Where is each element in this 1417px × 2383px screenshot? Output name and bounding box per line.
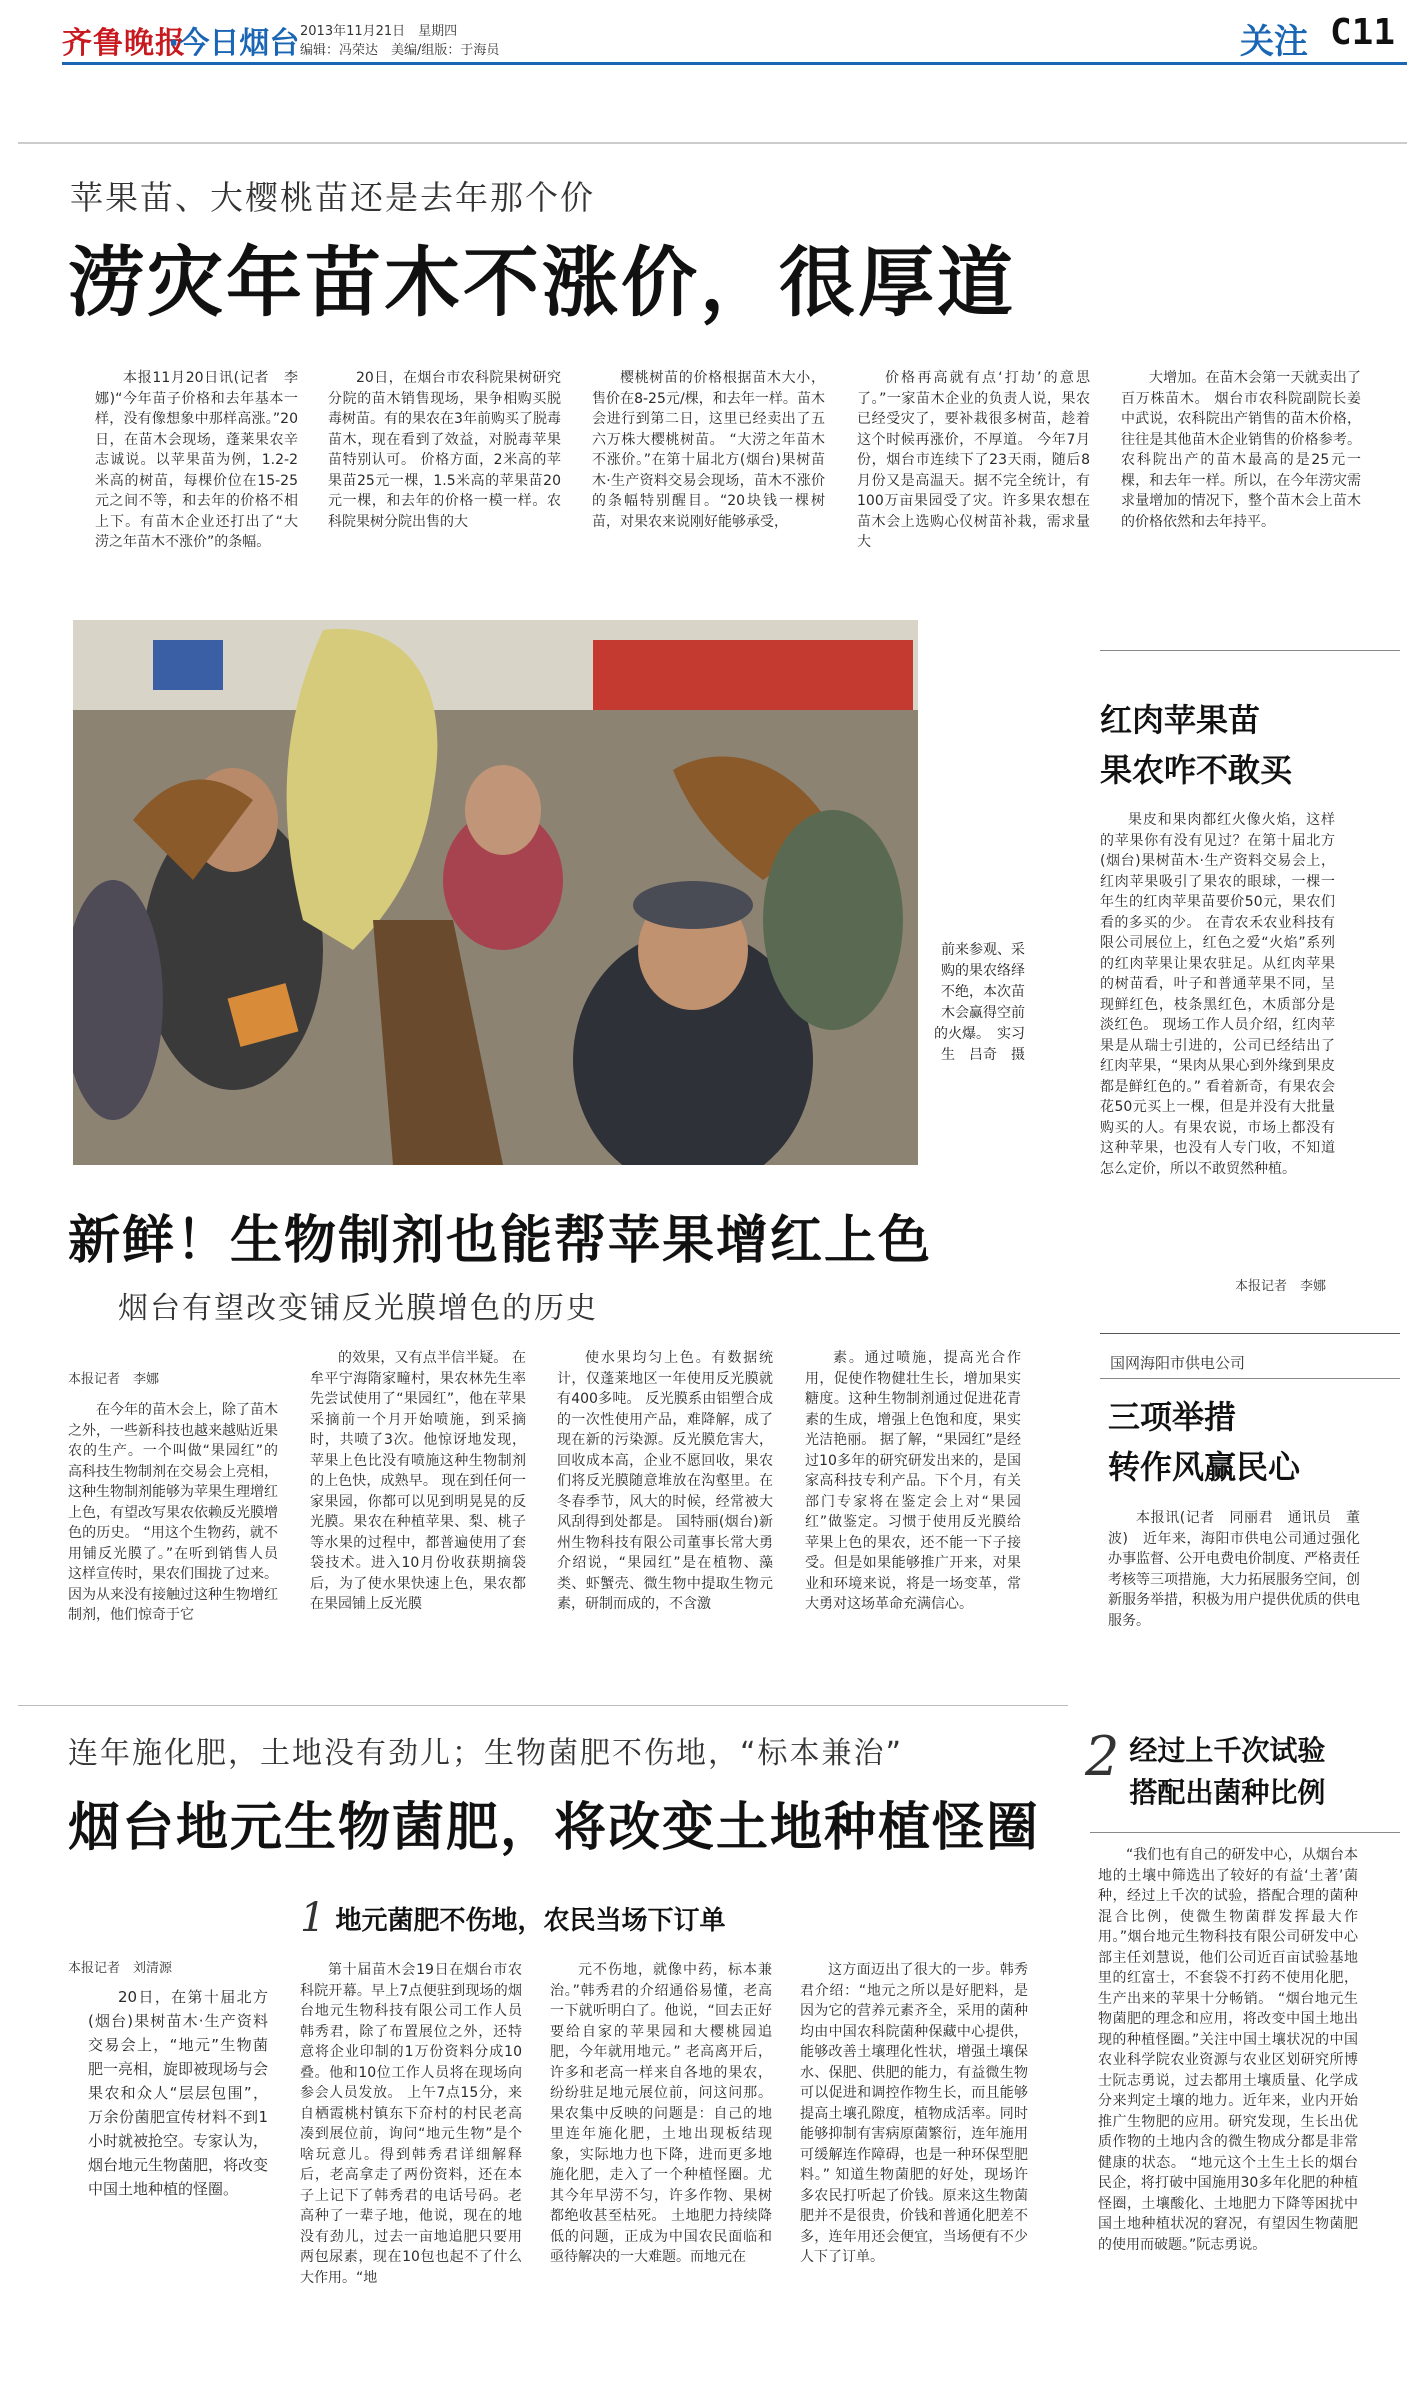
article3-headline: 烟台地元生物菌肥，将改变土地种植怪圈 <box>68 1798 1041 1858</box>
issue-date: 2013年11月21日 星期四 <box>300 24 458 39</box>
article3-col3: 元不伤地，就像中药，标本兼治。”韩秀君的介绍通俗易懂，老高一下就听明白了。他说，“回去正好要给自家的苹果园和大樱桃园追肥，今年就用地元。” 老高离开后，许多和老高一样来自各地的果农，纷纷驻足地元展位前，问这问那。果农集中反映的问题是：自己的地里连年施化肥，土地出现板结现象，实际地力也下降，进而更多地施化肥，走入了一个种植怪圈。尤其今年早涝不匀，许多作物、果树都绝收甚至枯死。 土地肥力持续降低的问题，正成为中国农民面临和亟待解决的一大难题。而地元在 <box>550 1962 772 2265</box>
header-rule <box>62 62 1407 65</box>
sidebar3-body: “我们也有自己的研发中心，从烟台本地的土壤中筛选出了较好的有益‘土著’菌种，经过上千次的试验，搭配合理的菌种混合比例，使微生物菌群发挥最大作用。”烟台地元生物科技有限公司研发中心部主任刘慧说，他们公司近百亩试验基地里的红富士，不套袋不打药不使用化肥，生产出来的苹果十分畅销。 “烟台地元生物菌肥的理念和应用，将改变中国土地出现的种植怪圈。”关注中国土壤状况的中国农业科学院农业资源与农业区划研究所博士阮志勇说，过去都用土壤质量、化学成分来判定土壤的地力。近年来，业内开始推广生物肥的应用。研究发现，生长出优质作物的土地内含的微生物成分都是非常健康的状态。 “地元这个土生土长的烟台民企，将打破中国施用30多年化肥的种植怪圈，土壤酸化、土地肥力下降等困扰中国土地种植状况的窘况，有望因生物菌肥的使用而破题。”阮志勇说。 <box>1098 1847 1358 2253</box>
article3-byline: 本报记者 刘清源 <box>68 1961 173 1976</box>
article1-col3: 樱桃树苗的价格根据苗木大小，售价在8-25元/棵，和去年一样。苗木会进行到第二日，这里已经卖出了五六万株大樱桃树苗。 “大涝之年苗木不涨价。”在第十届北方(烟台)果树苗木·生产资料交易会现场，苗木不涨价的条幅特别醒目。“20块钱一棵树苗，对果农来说刚好能够承受， <box>592 370 825 530</box>
article2-col1: 在今年的苗木会上，除了苗木之外，一些新科技也越来越贴近果农的生产。一个叫做“果园红”的高科技生物制剂在交易会上亮相，这种生物制剂能够为苹果生理增红上色，有望改写果农依赖反光膜增色的历史。 “用这个生物药，就不用铺反光膜了。”在听到销售人员这样宣传时，果农们围拢了过来。因为从来没有接触过这种生物增红制剂，他们惊奇于它 <box>68 1402 278 1623</box>
sidebar2-rule <box>1100 1333 1400 1334</box>
section-divider <box>18 1705 1068 1706</box>
article1-col2: 20日，在烟台市农科院果树研究分院的苗木销售现场，果争相购买脱毒树苗。有的果农在3年前购买了脱毒苗木，现在看到了效益，对脱毒苹果苗特别认可。 价格方面，2米高的苹果苗25元一棵，1.5米高的苹果苗20元一棵，和去年的价格一模一样。农科院果树分院出售的大 <box>328 370 561 530</box>
article3-col4: 这方面迈出了很大的一步。韩秀君介绍：“地元之所以是好肥料，是因为它的营养元素齐全，采用的菌种均由中国农科院菌种保藏中心提供，能够改善土壤理化性状，增强土壤保水、保肥、供肥的能力，有益微生物可以促进和调控作物生长，而且能够提高土壤孔隙度，植物成活率。同时能够抑制有害病原菌繁衍，连年施用可缓解连作障碍，也是一种环保型肥料。” 知道生物菌肥的好处，现场许多农民打听起了价钱。原来这生物菌肥并不是很贵，价钱和普通化肥差不多，连年用还会便宜，当场便有不少人下了订单。 <box>800 1962 1028 2265</box>
sidebar3-title: 2 经过上千次试验 搭配出菌种比例 <box>1085 1725 1326 1809</box>
news-photo <box>73 620 918 1165</box>
sidebar2-body: 本报讯(记者 同丽君 通讯员 董波) 近年来，海阳市供电公司通过强化办事监督、公开电费电价制度、严格责任考核等三项措施，大力拓展服务空间，创新服务举措，积极为用户提供优质的供电服务。 <box>1108 1510 1360 1629</box>
subhead-number: 1 <box>300 1895 326 1941</box>
page-topic: 关注 <box>1240 22 1308 62</box>
page-number: C11 <box>1330 12 1396 53</box>
crowd-photo-illustration <box>73 620 918 1165</box>
article1-col1: 本报11月20日讯(记者 李娜)“今年苗子价格和去年基本一样，没有像想象中那样高涨。”20日，在苗木会现场，蓬莱果农辛志诚说。以苹果苗为例，1.2-2米高的树苗，每棵价位在15-25元之间不等，和去年的价格不相上下。有苗木企业还打出了“大涝之年苗木不涨价”的条幅。 <box>95 370 298 550</box>
article1-headline: 涝灾年苗木不涨价，很厚道 <box>68 238 1016 327</box>
sidebar2-label: 国网海阳市供电公司 <box>1110 1354 1246 1372</box>
header-meta <box>300 22 499 60</box>
article2-col2: 的效果，又有点半信半疑。 在牟平宁海隋家疃村，果农林先生率先尝试使用了“果园红”，他在苹果采摘前一个月开始喷施，到采摘时，共喷了3次。他惊讶地发现，苹果上色比没有喷施这种生物制剂的上色快，成熟早。 现在到任何一家果园，你都可以见到明晃晃的反光膜。果农在种植苹果、梨、桃子等水果的过程中，都普遍使用了套袋技术。进入10月份收获期摘袋后，为了使水果快速上色，果农都在果园铺上反光膜 <box>310 1350 526 1612</box>
sidebar2-rule-2 <box>1100 1378 1400 1379</box>
sidebar1-body: 果皮和果肉都红火像火焰，这样的苹果你有没有见过？在第十届北方(烟台)果树苗木·生产资料交易会上，红肉苹果吸引了果农的眼球，一棵一年生的红肉苹果苗要价50元，果农们看的多买的少。 在青农禾农业科技有限公司展位上，红色之爱“火焰”系列的红肉苹果让果农驻足。从红肉苹果的树苗看，叶子和普通苹果不同，呈现鲜红色，枝条黑红色，木质部分是淡红色。 现场工作人员介绍，红肉苹果是从瑞士引进的，公司已经结出了红肉苹果，“果肉从果心到外缘到果皮都是鲜红色的。” 看着新奇，有果农会花50元买上一棵，但是并没有大批量购买的人。有果农说，市场上都没有这种苹果，也没有人专门收，不知道怎么定价，所以不敢贸然种植。 <box>1100 812 1335 1177</box>
photo-caption: 前来参观、采购的果农络绎不绝，本次苗木会赢得空前的火爆。 实习生 吕奇 摄 <box>934 942 1025 1063</box>
newspaper-logo: 齐鲁晚报 <box>62 26 186 61</box>
article3-subhead <box>300 1895 725 1941</box>
article2-col4: 素。通过喷施，提高光合作用，促使作物健壮生长，增加果实糖度。这种生物制剂通过促进花青素的生成，增强上色饱和度，果实光洁艳丽。 据了解，“果园红”是经过10多年的研究研发出来的，是国家高科技专利产品。下个月，有关部门专家将在鉴定会上对“果园红”做鉴定。习惯于使用反光膜给苹果上色的果农，还不能一下子接受。但是如果能够推广开来，对果业和环境来说，将是一场变革，常大勇对这场革命充满信心。 <box>805 1350 1021 1612</box>
header-rule-2 <box>18 142 1407 144</box>
article1-col5: 大增加。在苗木会第一天就卖出了百万株苗木。 烟台市农科院副院长姜中武说，农科院出产销售的苗木价格，往往是其他苗木企业销售的价格参考。农科院出产的苗木最高的是25元一棵，和去年一样。所以，在今年涝灾需求量增加的情况下，整个苗木会上苗木的价格依然和去年持平。 <box>1121 370 1361 530</box>
article2-col3: 使水果均匀上色。有数据统计，仅蓬莱地区一年使用反光膜就有400多吨。 反光膜系由铝塑合成的一次性使用产品，难降解，成了现在新的污染源。反光膜危害大，回收成本高，企业不愿回收，果农们将反光膜随意堆放在沟壑里。在冬春季节，风大的时候，经常被大风刮得到处都是。 国特丽(烟台)新州生物科技有限公司董事长常大勇介绍说，“果园红”是在植物、藻类、虾蟹壳、微生物中提取生物元素，研制而成的，不含激 <box>557 1350 773 1612</box>
article3-kicker: 连年施化肥，土地没有劲儿；生物菌肥不伤地，“标本兼治” <box>68 1736 904 1771</box>
editor-credits: 编辑：冯荣达 美编/组版：于海员 <box>300 43 500 58</box>
sidebar2-title: 三项举措 转作风赢民心 <box>1108 1398 1301 1486</box>
sidebar3-rule <box>1090 1832 1400 1833</box>
article1-col4: 价格再高就有点‘打劫’的意思了。”一家苗木企业的负责人说，果农已经受灾了，要补栽很多树苗，趁着这个时候再涨价，不厚道。 今年7月份，烟台市连续下了23天雨，随后8月份又是高温天。据不完全统计，有100万亩果园受了灾。许多果农想在苗木会上选购心仪树苗补栽，需求量大 <box>857 370 1090 550</box>
sidebar1-title: 红肉苹果苗 果农咋不敢买 <box>1100 701 1293 789</box>
sidebar1-rule <box>1100 650 1400 651</box>
article2-byline: 本报记者 李娜 <box>68 1372 160 1387</box>
article3-col2: 第十届苗木会19日在烟台市农科院开幕。早上7点便驻到现场的烟台地元生物科技有限公司工作人员韩秀君，除了布置展位之外，还特意将企业印制的1万份资料分成10叠。他和10位工作人员将在现场向参会人员发放。 上午7点15分，来自栖霞桃村镇东下夼村的村民老高凑到展位前，询问“地元生物”是个啥玩意儿。得到韩秀君详细解释后，老高拿走了两份资料，还在本子上记下了韩秀君的电话号码。老高种了一辈子地，他说，现在的地没有劲儿，过去一亩地追肥只要用两包尿素，现在10包也起不了什么大作用。“地 <box>300 1962 522 2286</box>
sidebar3-number: 2 <box>1085 1725 1120 1788</box>
article1-kicker: 苹果苗、大樱桃苗还是去年那个价 <box>70 178 595 217</box>
subhead-text: 地元菌肥不伤地，农民当场下订单 <box>335 1905 726 1936</box>
sidebar1-author: 本报记者 李娜 <box>1235 1279 1327 1294</box>
article2-subtitle: 烟台有望改变铺反光膜增色的历史 <box>118 1291 598 1326</box>
section-name: ·今日烟台 <box>168 26 300 61</box>
article3-lead: 20日，在第十届北方(烟台)果树苗木·生产资料交易会上，“地元”生物菌肥一亮相，旋即被现场与会果农和众人“层层包围”，万余份菌肥宣传材料不到1小时就被抢空。专家认为，烟台地元生物菌肥，将改变中国土地种植的怪圈。 <box>88 1988 268 2198</box>
article2-headline: 新鲜！生物制剂也能帮苹果增红上色 <box>68 1211 933 1271</box>
